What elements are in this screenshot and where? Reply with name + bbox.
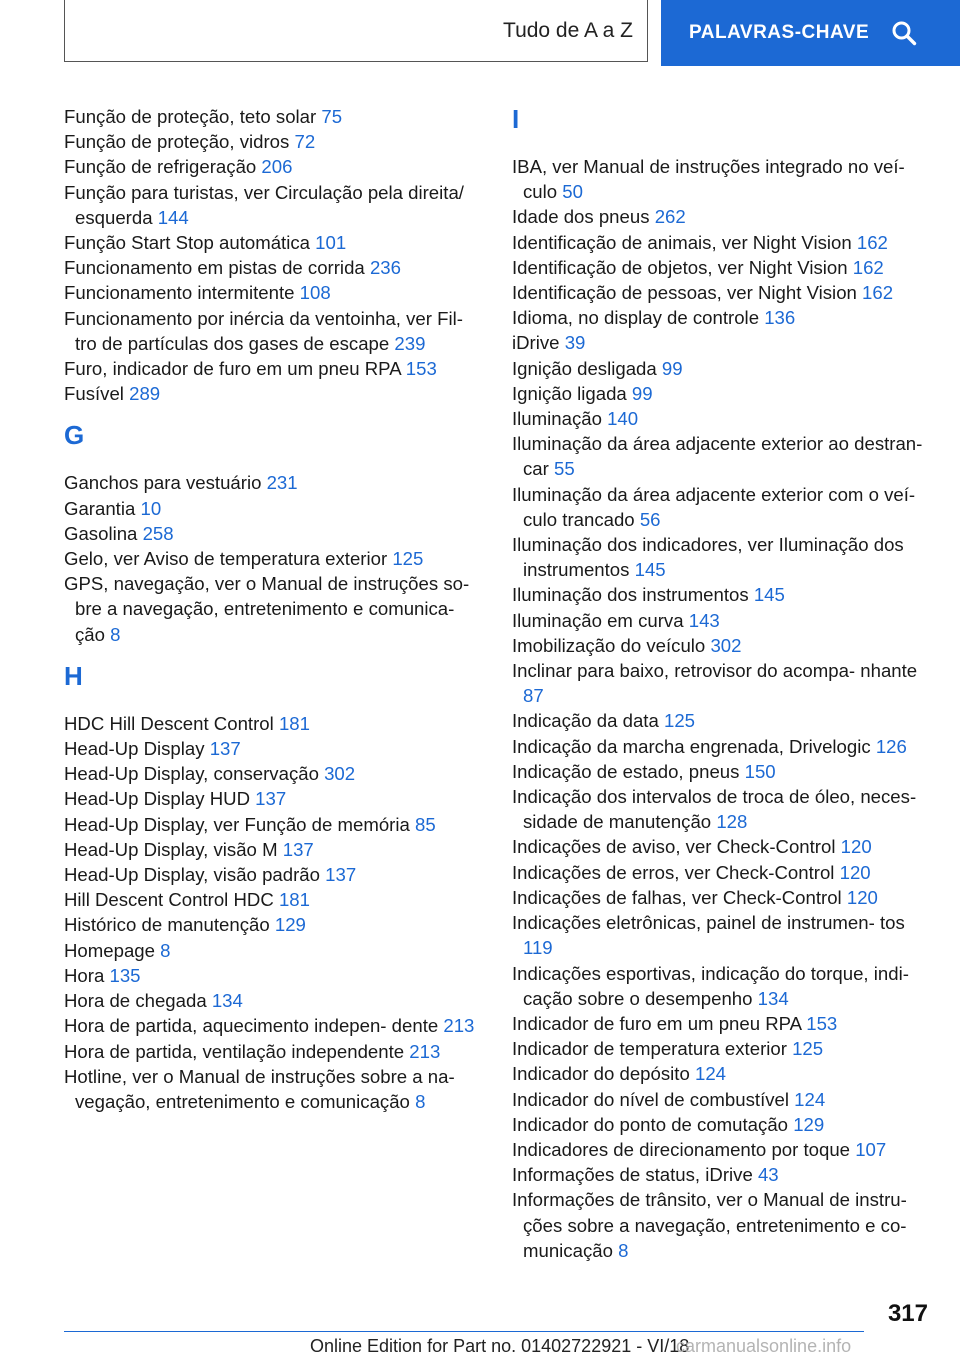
- index-entry: [512, 482, 932, 532]
- index-entry: [64, 180, 484, 230]
- page-number: 317: [887, 1300, 928, 1327]
- index-entry-text: Gelo, ver Aviso de temperatura exterior: [64, 548, 388, 570]
- index-letter-heading: G: [64, 420, 85, 451]
- index-entry: [512, 255, 932, 280]
- index-entry-text: HDC Hill Descent Control: [64, 712, 274, 734]
- index-entry-text: Indicações de aviso, ver Check-Control: [512, 836, 836, 858]
- index-entry-text: Funcionamento intermitente: [64, 282, 295, 304]
- index-entry-text: Funcionamento por inércia da ventoinha, ver Fil- tro de partículas dos gases de escape: [64, 307, 463, 354]
- index-entry-text: Funcionamento em pistas de corrida: [64, 257, 365, 279]
- page-reference-link[interactable]: 85: [415, 813, 436, 835]
- index-entry-text: Iluminação em curva: [512, 609, 684, 631]
- footer-divider: [64, 1331, 864, 1332]
- page-reference-link[interactable]: 213: [409, 1040, 441, 1062]
- index-letter-heading: H: [64, 660, 83, 691]
- index-entry: [64, 571, 484, 647]
- index-entry-text: Identificação de objetos, ver Night Vision: [512, 256, 848, 278]
- index-entry-text: Indicador do nível de combustível: [512, 1088, 789, 1110]
- index-entry-text: Função de proteção, vidros: [64, 131, 290, 153]
- page-reference-link[interactable]: 120: [840, 836, 872, 858]
- page-reference-link[interactable]: 50: [562, 181, 583, 203]
- index-entry: [64, 496, 484, 521]
- page-reference-link[interactable]: 231: [266, 472, 298, 494]
- index-entry-text: Indicações de falhas, ver Check-Control: [512, 886, 842, 908]
- index-entry-text: Indicador de temperatura exterior: [512, 1038, 787, 1060]
- page-reference-link[interactable]: 125: [392, 548, 424, 570]
- index-entry: [512, 230, 932, 255]
- index-entry-text: Garantia: [64, 497, 136, 519]
- page-reference-link[interactable]: 137: [255, 788, 287, 810]
- index-entry-text: Furo, indicador de furo em um pneu RPA: [64, 358, 401, 380]
- index-entry: [512, 860, 932, 885]
- index-entry-text: Função de refrigeração: [64, 156, 257, 178]
- page-reference-link[interactable]: 239: [394, 332, 426, 354]
- index-entry: [64, 1013, 484, 1038]
- page-reference-link[interactable]: 144: [157, 206, 189, 228]
- index-entry: [512, 784, 932, 834]
- page-reference-link[interactable]: 137: [209, 738, 241, 760]
- page-reference-link[interactable]: 150: [744, 760, 776, 782]
- page-reference-link[interactable]: 87: [523, 685, 544, 707]
- index-entry: [512, 532, 932, 582]
- index-entry: [64, 988, 484, 1013]
- page-reference-link[interactable]: 140: [607, 408, 639, 430]
- index-entry: [64, 761, 484, 786]
- index-entry: [64, 736, 484, 761]
- index-entry: [512, 330, 932, 355]
- index-entry-text: Iluminação da área adjacente exterior ao destran- car: [512, 433, 923, 480]
- index-entry: [512, 280, 932, 305]
- page-reference-link[interactable]: 39: [564, 332, 586, 354]
- page-reference-link[interactable]: 120: [846, 886, 878, 908]
- page-reference-link[interactable]: 129: [274, 914, 306, 936]
- index-entry-text: Indicação da marcha engrenada, Drivelogic: [512, 735, 871, 757]
- page-reference-link[interactable]: 125: [792, 1038, 824, 1060]
- index-entry-text: Hotline, ver o Manual de instruções sobre a na- vegação, entretenimento e comunicação: [64, 1065, 455, 1112]
- index-entry: [512, 1162, 932, 1187]
- page-reference-link[interactable]: 137: [282, 838, 314, 860]
- index-entry-text: Inclinar para baixo, retrovisor do acompa- nhante: [512, 660, 918, 682]
- index-entry: [512, 406, 932, 431]
- index-entry-text: Informações de status, iDrive: [512, 1164, 753, 1186]
- index-entry: [512, 1187, 932, 1263]
- page-reference-link[interactable]: 134: [211, 990, 243, 1012]
- page-reference-link[interactable]: 143: [688, 609, 720, 631]
- page-reference-link[interactable]: 56: [639, 508, 661, 530]
- page-reference-link[interactable]: 137: [325, 864, 357, 886]
- index-entry: [64, 711, 484, 736]
- page-reference-link[interactable]: 43: [757, 1164, 779, 1186]
- index-entry: [64, 887, 484, 912]
- index-entry: [64, 306, 484, 356]
- tab-keywords-label: PALAVRAS-CHAVE: [689, 22, 870, 43]
- index-column-left: [64, 104, 484, 1114]
- page-reference-link[interactable]: 129: [793, 1113, 825, 1135]
- index-entry: [512, 961, 932, 1011]
- index-column-right: [512, 104, 932, 1263]
- index-entry-text: Idade dos pneus: [512, 206, 650, 228]
- index-entry: [64, 381, 484, 406]
- index-entry-text: Identificação de pessoas, ver Night Vision: [512, 282, 857, 304]
- page-reference-link[interactable]: 181: [278, 712, 310, 734]
- index-entry-text: Hora de chegada: [64, 990, 207, 1012]
- page-reference-link[interactable]: 262: [654, 206, 686, 228]
- tab-a-to-z[interactable]: [64, 0, 648, 62]
- page-reference-link[interactable]: 108: [299, 282, 331, 304]
- index-entry-text: GPS, navegação, ver o Manual de instruções so- bre a navegação, entretenimento e comunica- ção: [64, 573, 470, 645]
- index-entry-text: Indicações de erros, ver Check-Control: [512, 861, 835, 883]
- page-reference-link[interactable]: 75: [321, 106, 343, 127]
- index-entry-text: Indicador do depósito: [512, 1063, 690, 1085]
- index-entry: [64, 938, 484, 963]
- index-entry: [64, 1039, 484, 1064]
- page-reference-link[interactable]: 145: [753, 584, 785, 606]
- page-reference-link[interactable]: 162: [856, 231, 888, 253]
- index-entry-text: Hora de partida, aquecimento indepen- dente: [64, 1015, 439, 1037]
- index-entry: [64, 470, 484, 495]
- index-entry-text: Idioma, no display de controle: [512, 307, 760, 329]
- page-reference-link[interactable]: 136: [764, 307, 796, 329]
- page-reference-link[interactable]: 145: [634, 559, 666, 581]
- index-entry: [512, 608, 932, 633]
- search-icon: [891, 20, 917, 46]
- page-reference-link[interactable]: 134: [757, 987, 789, 1009]
- tab-keywords[interactable]: [661, 0, 960, 66]
- index-entry-text: Função de proteção, teto solar: [64, 106, 317, 127]
- index-entry-text: Hora de partida, ventilação independente: [64, 1040, 405, 1062]
- page-reference-link[interactable]: 8: [110, 623, 121, 645]
- index-entry-text: Head-Up Display, visão M: [64, 838, 278, 860]
- page-reference-link[interactable]: 99: [631, 382, 653, 404]
- index-entry-text: Imobilização do veículo: [512, 634, 706, 656]
- index-entry: [512, 1112, 932, 1137]
- index-entry-text: Ignição ligada: [512, 382, 627, 404]
- page-reference-link[interactable]: 128: [716, 811, 748, 833]
- page-reference-link[interactable]: 8: [160, 939, 171, 961]
- index-entry-text: Homepage: [64, 939, 155, 961]
- page-reference-link[interactable]: 8: [618, 1239, 629, 1261]
- index-entry-text: Indicadores de direcionamento por toque: [512, 1138, 851, 1160]
- index-entry: [64, 255, 484, 280]
- index-entry-text: Hill Descent Control HDC: [64, 889, 274, 911]
- page-reference-link[interactable]: 101: [315, 232, 347, 254]
- page-reference-link[interactable]: 236: [369, 257, 401, 279]
- index-entry-text: Head-Up Display, ver Função de memória: [64, 813, 410, 835]
- page-reference-link[interactable]: 10: [140, 497, 162, 519]
- page-reference-link[interactable]: 302: [710, 634, 742, 656]
- index-entry: [64, 546, 484, 571]
- index-entry-text: Indicações eletrônicas, painel de instrumen- tos: [512, 912, 905, 934]
- index-entry-text: Indicação dos intervalos de troca de óleo, neces- sidade de manutenção: [512, 786, 917, 833]
- index-entry: [64, 521, 484, 546]
- page-reference-link[interactable]: 124: [794, 1088, 826, 1110]
- page-reference-link[interactable]: 135: [109, 964, 141, 986]
- index-entry: [512, 910, 932, 960]
- index-entry: [512, 759, 932, 784]
- index-entry: [512, 305, 932, 330]
- page-reference-link[interactable]: 8: [415, 1090, 426, 1112]
- index-letter-heading: I: [512, 104, 520, 134]
- index-entry-text: Função para turistas, ver Circulação pela direita/ esquerda: [64, 181, 464, 228]
- page-reference-link[interactable]: 289: [129, 383, 161, 405]
- index-entry: [64, 280, 484, 305]
- page-reference-link[interactable]: 72: [294, 131, 316, 153]
- index-entry-text: Iluminação: [512, 408, 602, 430]
- edition-note: Online Edition for Part no. 01402722921 - VI/18: [310, 1336, 690, 1356]
- index-entry-text: Head-Up Display, visão padrão: [64, 864, 320, 886]
- index-entry: [64, 963, 484, 988]
- index-entry-text: Indicação da data: [512, 710, 659, 732]
- index-entry: [512, 381, 932, 406]
- index-entry: [512, 885, 932, 910]
- index-entry-text: Gasolina: [64, 522, 138, 544]
- index-entry: [512, 154, 932, 204]
- index-entry: [64, 786, 484, 811]
- index-entry-text: Indicador do ponto de comutação: [512, 1113, 789, 1135]
- index-entry-text: Indicação de estado, pneus: [512, 760, 740, 782]
- index-entry-text: Iluminação dos instrumentos: [512, 584, 749, 606]
- index-entry: [512, 356, 932, 381]
- page-reference-link[interactable]: 55: [554, 458, 575, 480]
- page-reference-link[interactable]: 124: [694, 1063, 727, 1085]
- page-reference-link[interactable]: 126: [875, 735, 907, 757]
- index-entry: [64, 154, 484, 179]
- page-reference-link[interactable]: 181: [278, 889, 310, 911]
- page-reference-link[interactable]: 107: [855, 1138, 887, 1160]
- index-entry-text: Fusível: [64, 383, 124, 405]
- index-entry: [512, 633, 932, 658]
- page-reference-link[interactable]: 302: [324, 763, 356, 785]
- index-entry-text: iDrive: [512, 332, 560, 354]
- index-entry: [512, 1011, 932, 1036]
- page-reference-link[interactable]: 120: [839, 861, 871, 883]
- index-entry-text: Head-Up Display, conservação: [64, 763, 319, 785]
- index-entry-text: Função Start Stop automática: [64, 232, 310, 254]
- page-reference-link[interactable]: 153: [405, 358, 437, 380]
- index-entry-text: Iluminação da área adjacente exterior com o veí- culo trancado: [512, 483, 916, 530]
- tab-a-to-z-label: Tudo de A a Z: [503, 18, 633, 42]
- index-entry-text: IBA, ver Manual de instruções integrado no veí- culo: [512, 156, 905, 203]
- index-entry-text: Hora: [64, 964, 105, 986]
- index-entry: [64, 104, 484, 129]
- index-entry: [64, 862, 484, 887]
- index-entry: [512, 658, 932, 708]
- page-reference-link[interactable]: 206: [261, 156, 293, 178]
- index-entry-text: Informações de trânsito, ver o Manual de instru- ções sobre a navegação, entretenimento e co- municação: [512, 1189, 907, 1261]
- index-entry: [512, 582, 932, 607]
- index-entry-text: Ganchos para vestuário: [64, 472, 262, 494]
- index-entry: [512, 1061, 932, 1086]
- page-header: [0, 0, 960, 66]
- page-reference-link[interactable]: 213: [443, 1015, 475, 1037]
- index-entry: [512, 204, 932, 229]
- watermark: carmanualsonline.info: [676, 1336, 852, 1356]
- index-entry-text: Head-Up Display: [64, 738, 205, 760]
- index-entry: [64, 912, 484, 937]
- index-entry-text: Ignição desligada: [512, 357, 657, 379]
- page-reference-link[interactable]: 99: [661, 357, 683, 379]
- index-entry-text: Identificação de animais, ver Night Vision: [512, 231, 852, 253]
- index-entry-text: Histórico de manutenção: [64, 914, 270, 936]
- index-entry: [64, 230, 484, 255]
- index-entry: [64, 129, 484, 154]
- index-entry: [512, 1137, 932, 1162]
- index-entry-text: Indicador de furo em um pneu RPA: [512, 1012, 802, 1034]
- page-reference-link[interactable]: 153: [806, 1012, 838, 1034]
- page-reference-link[interactable]: 258: [142, 522, 174, 544]
- index-entry: [64, 812, 484, 837]
- index-entry: [512, 431, 932, 481]
- index-entry: [64, 837, 484, 862]
- index-entry-text: Head-Up Display HUD: [64, 788, 250, 810]
- page-reference-link[interactable]: 119: [523, 937, 553, 959]
- page-reference-link[interactable]: 125: [663, 710, 696, 732]
- index-entry: [64, 356, 484, 381]
- index-entry: [512, 708, 932, 733]
- index-entry: [512, 734, 932, 759]
- page-reference-link[interactable]: 162: [852, 256, 884, 278]
- index-entry-text: Indicações esportivas, indicação do torque, indi- cação sobre o desempenho: [512, 962, 909, 1009]
- index-entry-text: Iluminação dos indicadores, ver Iluminação dos instrumentos: [512, 534, 904, 581]
- page-reference-link[interactable]: 162: [862, 282, 894, 304]
- index-entry: [64, 1064, 484, 1114]
- index-entry: [512, 834, 932, 859]
- index-entry: [512, 1087, 932, 1112]
- index-entry: [512, 1036, 932, 1061]
